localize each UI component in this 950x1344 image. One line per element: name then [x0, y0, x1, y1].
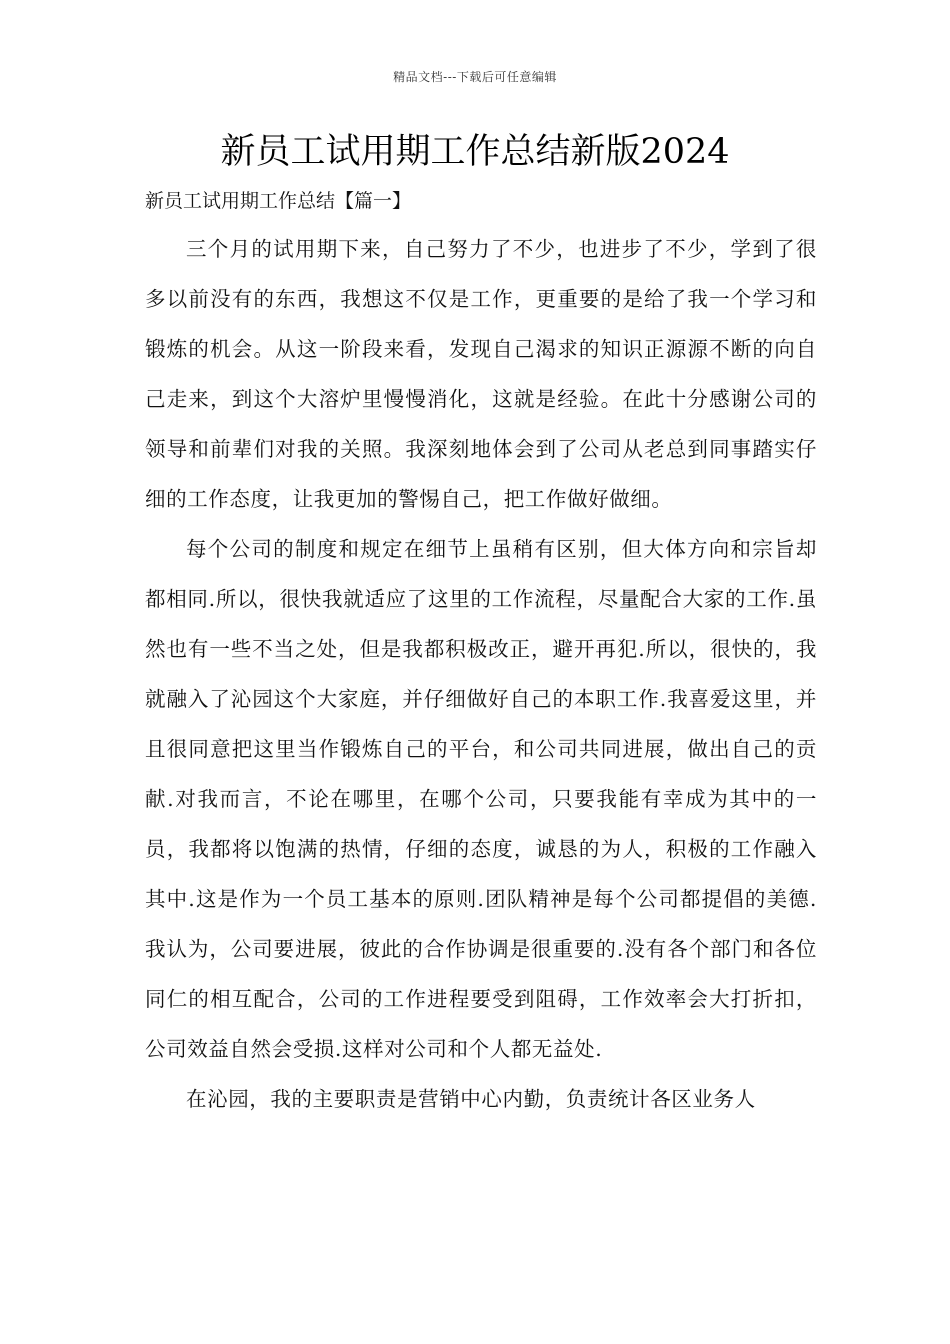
document-title: 新员工试用期工作总结新版2024 — [220, 132, 730, 172]
section-heading: 新员工试用期工作总结【篇一】 — [145, 190, 412, 212]
header-note: 精品文档---下载后可任意编辑 — [393, 70, 557, 84]
document-body — [145, 224, 817, 1124]
paragraph-3: 在沁园，我的主要职责是营销中心内勤，负责统计各区业务人 — [186, 1087, 756, 1111]
paragraph-1: 三个月的试用期下来，自己努力了不少，也进步了不少，学到了很多以前没有的东西，我想这不仅是工作，更重要的是给了我一个学习和锻炼的机会。从这一阶段来看，发现自己渴求的知识正源源不断的向自己走来，到这个大溶炉里慢慢消化，这就是经验。在此十分感谢公司的领导和前辈们对我的关照。我深刻地体会到了公司从老总到同事踏实仔细的工作态度，让我更加的警惕自己，把工作做好做细。 — [145, 237, 817, 511]
paragraph-2: 每个公司的制度和规定在细节上虽稍有区别，但大体方向和宗旨却都相同.所以，很快我就适应了这里的工作流程，尽量配合大家的工作.虽然也有一些不当之处，但是我都积极改正，避开再犯.所以，很快的，我就融入了沁园这个大家庭，并仔细做好自己的本职工作.我喜爱这里，并且很同意把这里当作锻炼自己的平台，和公司共同进展，做出自己的贡献.对我而言，不论在哪里，在哪个公司，只要我能有幸成为其中的一员，我都将以饱满的热情，仔细的态度，诚恳的为人，积极的工作融入其中.这是作为一个员工基本的原则.团队精神是每个公司都提倡的美德.我认为，公司要进展，彼此的合作协调是很重要的.没有各个部门和各位同仁的相互配合，公司的工作进程要受到阻碍，工作效率会大打折扣，公司效益自然会受损.这样对公司和个人都无益处. — [145, 537, 817, 1061]
